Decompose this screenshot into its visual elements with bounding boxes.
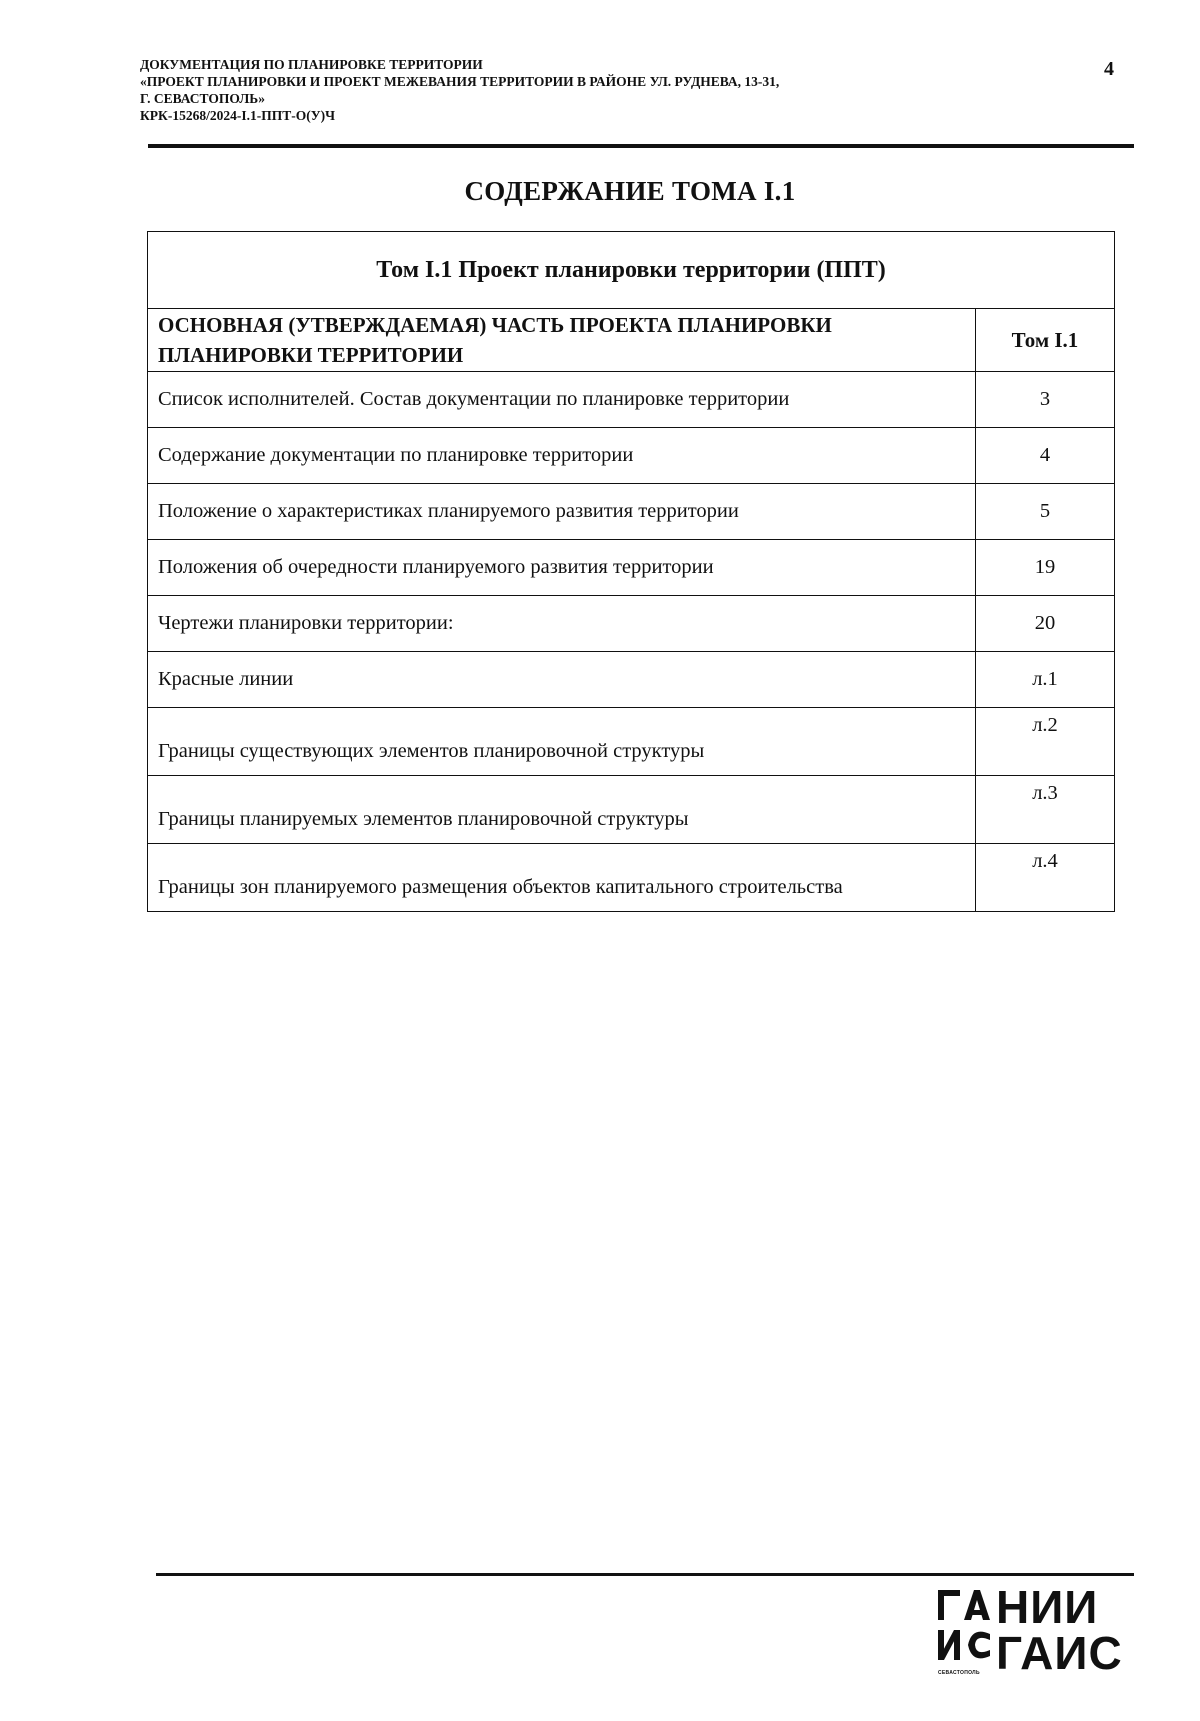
section-header-row — [148, 309, 1115, 372]
row-page: 5 — [976, 484, 1115, 540]
logo-text-line-1: НИИ — [996, 1581, 1099, 1633]
page-number: 4 — [1104, 58, 1114, 80]
section-volume: Том I.1 — [976, 309, 1115, 372]
section-title-line-2: ПЛАНИРОВКИ ТЕРРИТОРИИ — [158, 343, 464, 367]
row-label: Содержание документации по планировке территории — [148, 428, 976, 484]
volume-title-row — [148, 232, 1115, 309]
volume-title: Том I.1 Проект планировки территории (ППТ) — [148, 232, 1115, 309]
table-row — [148, 596, 1115, 652]
row-page: 20 — [976, 596, 1115, 652]
table-row — [148, 776, 1115, 844]
logo-text — [996, 1581, 1123, 1679]
logo-subtext: СЕВАСТОПОЛЬ — [938, 1670, 980, 1676]
header-divider — [148, 144, 1134, 148]
table-row — [148, 708, 1115, 776]
gais-logo-icon — [938, 1588, 990, 1680]
page-title: СОДЕРЖАНИЕ ТОМА I.1 — [464, 176, 796, 206]
row-label: Красные линии — [148, 652, 976, 708]
table-row — [148, 844, 1115, 912]
header-line-3: Г. СЕВАСТОПОЛЬ» — [140, 91, 265, 106]
table-row — [148, 540, 1115, 596]
row-label: Список исполнителей. Состав документации по планировке территории — [148, 372, 976, 428]
row-label: Границы существующих элементов планировочной структуры — [148, 708, 976, 776]
table-row — [148, 428, 1115, 484]
header-line-1: ДОКУМЕНТАЦИЯ ПО ПЛАНИРОВКЕ ТЕРРИТОРИИ — [140, 57, 483, 72]
nii-gais-logo — [938, 1581, 1123, 1684]
row-page: л.1 — [976, 652, 1115, 708]
contents-table — [147, 231, 1115, 912]
document-header — [140, 56, 1040, 124]
table-row — [148, 372, 1115, 428]
row-page: 4 — [976, 428, 1115, 484]
row-page: 3 — [976, 372, 1115, 428]
footer-divider — [156, 1573, 1134, 1576]
row-label: Границы зон планируемого размещения объектов капитального строительства — [148, 844, 976, 912]
row-label: Границы планируемых элементов планировочной структуры — [148, 776, 976, 844]
table-row — [148, 484, 1115, 540]
row-page: л.2 — [976, 708, 1115, 776]
section-title-line-1: ОСНОВНАЯ (УТВЕРЖДАЕМАЯ) ЧАСТЬ ПРОЕКТА ПЛАНИРОВКИ — [158, 313, 832, 337]
header-line-4: КРК-15268/2024-I.1-ППТ-О(У)Ч — [140, 108, 335, 123]
section-title — [148, 309, 976, 372]
table-row — [148, 652, 1115, 708]
row-label: Положение о характеристиках планируемого развития территории — [148, 484, 976, 540]
row-page: л.4 — [976, 844, 1115, 912]
row-label: Положения об очередности планируемого развития территории — [148, 540, 976, 596]
header-line-2: «ПРОЕКТ ПЛАНИРОВКИ И ПРОЕКТ МЕЖЕВАНИЯ ТЕРРИТОРИИ В РАЙОНЕ УЛ. РУДНЕВА, 13-31, — [140, 74, 780, 89]
logo-text-line-2: ГАИС — [996, 1627, 1123, 1679]
row-page: л.3 — [976, 776, 1115, 844]
row-page: 19 — [976, 540, 1115, 596]
row-label: Чертежи планировки территории: — [148, 596, 976, 652]
